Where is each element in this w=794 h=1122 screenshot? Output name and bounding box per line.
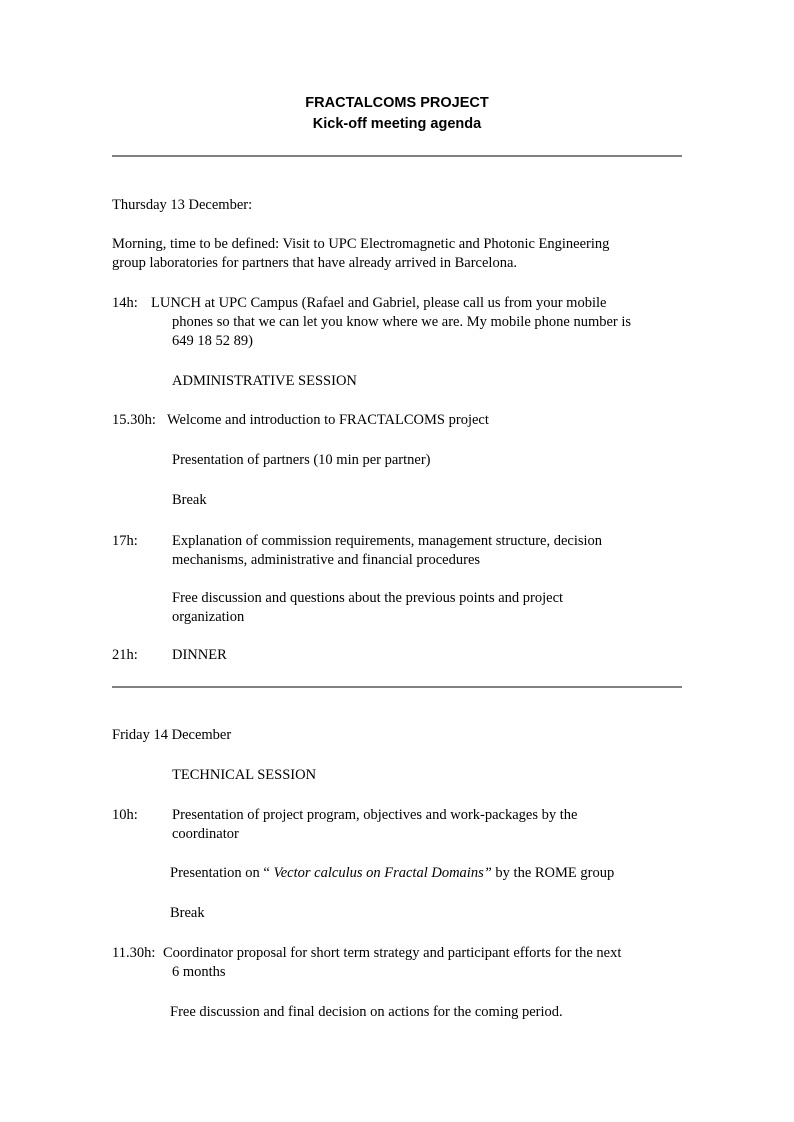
partners-text: Presentation of partners (10 min per partner)	[172, 452, 431, 468]
explanation-line-1: Explanation of commission requirements, management structure, decision	[172, 533, 603, 549]
admin-session-label: ADMINISTRATIVE SESSION	[172, 373, 357, 389]
rome-title: Vector calculus on Fractal Domains”	[273, 865, 492, 881]
rome-prefix: Presentation on “	[170, 865, 274, 881]
day-divider	[112, 686, 682, 688]
welcome-time: 15.30h:	[112, 412, 156, 428]
morning-line-1: Morning, time to be defined: Visit to UPC Electromagnetic and Photonic Engineering	[112, 236, 610, 252]
break-text: Break	[172, 492, 207, 508]
day2-heading: Friday 14 December	[112, 727, 232, 743]
rome-presentation	[170, 864, 614, 884]
document-title: FRACTALCOMS PROJECT	[305, 95, 489, 111]
program-line-2: coordinator	[172, 826, 239, 842]
header-divider	[112, 155, 682, 157]
rome-suffix: by the ROME group	[491, 865, 615, 881]
technical-session-label: TECHNICAL SESSION	[172, 767, 317, 783]
program-time: 10h:	[112, 807, 138, 823]
coordinator-line-1: Coordinator proposal for short term strategy and participant efforts for the next	[163, 945, 622, 961]
lunch-time: 14h:	[112, 295, 138, 311]
coordinator-line-2: 6 months	[172, 964, 226, 980]
dinner-time: 21h:	[112, 647, 138, 663]
morning-line-2: group laboratories for partners that have already arrived in Barcelona.	[112, 255, 518, 271]
explanation-time: 17h:	[112, 533, 138, 549]
free-discussion-line-2: organization	[172, 609, 245, 625]
final-discussion: Free discussion and final decision on actions for the coming period.	[170, 1004, 563, 1020]
lunch-line-1: LUNCH at UPC Campus (Rafael and Gabriel, please call us from your mobile	[151, 295, 607, 311]
dinner-text: DINNER	[172, 647, 227, 663]
day1-heading: Thursday 13 December:	[112, 197, 253, 213]
break-text-2: Break	[170, 905, 205, 921]
program-line-1: Presentation of project program, objectives and work-packages by the	[172, 807, 578, 823]
document-subtitle: Kick-off meeting agenda	[312, 116, 482, 132]
explanation-line-2: mechanisms, administrative and financial procedures	[172, 552, 481, 568]
lunch-line-2: phones so that we can let you know where we are. My mobile phone number is	[172, 314, 632, 330]
free-discussion-line-1: Free discussion and questions about the previous points and project	[172, 590, 564, 606]
welcome-text: Welcome and introduction to FRACTALCOMS project	[167, 412, 489, 428]
coordinator-time: 11.30h:	[112, 945, 156, 961]
lunch-line-3: 649 18 52 89)	[172, 333, 253, 349]
